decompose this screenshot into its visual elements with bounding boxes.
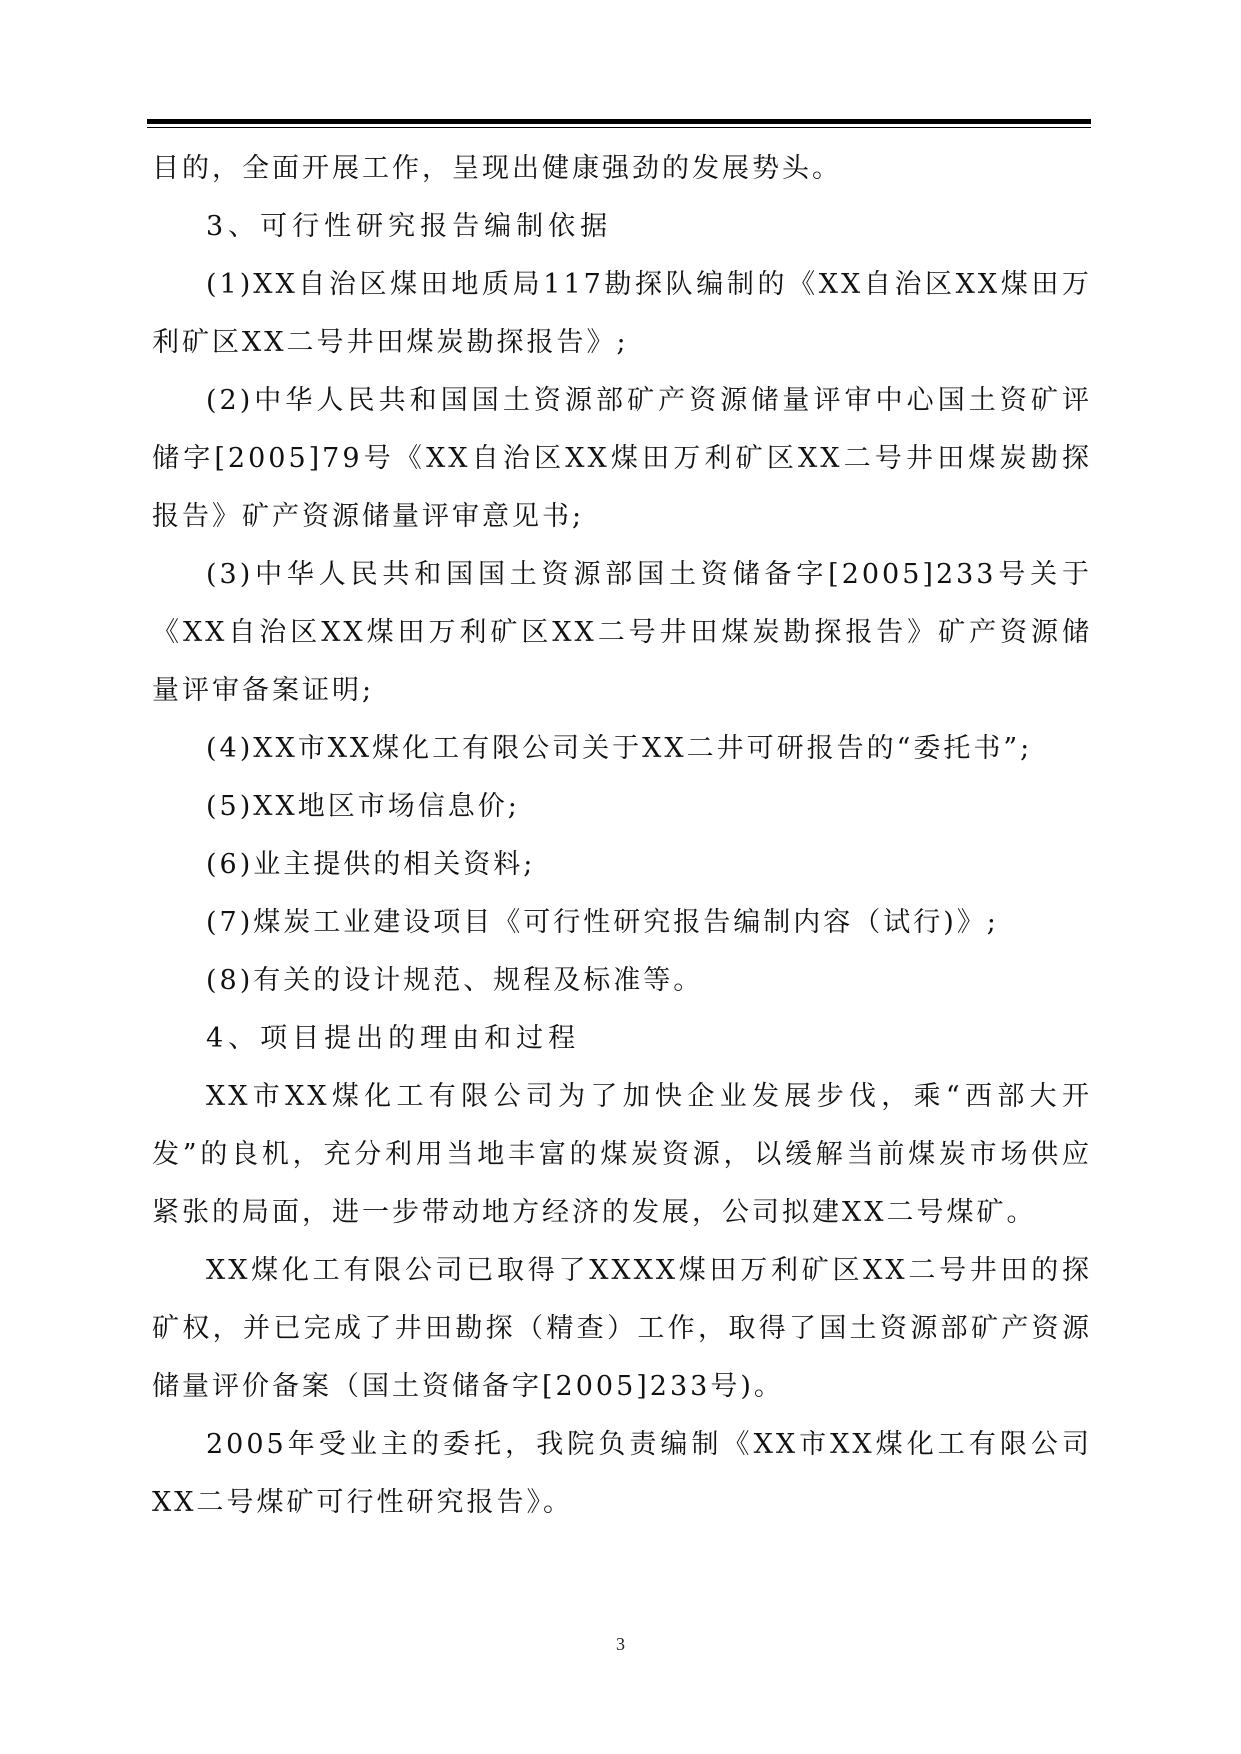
basis-item-2: (2)中华人民共和国国土资源部矿产资源储量评审中心国土资矿评储字[2005]79号《XX自治区XX煤田万利矿区XX二号井田煤炭勘探报告》矿产资源储量评审意见书; <box>152 385 1092 532</box>
header-rule-thick <box>147 119 1091 124</box>
basis-item-7: (7)煤炭工业建设项目《可行性研究报告编制内容（试行)》; <box>206 907 999 938</box>
basis-item-8: (8)有关的设计规范、规程及标准等。 <box>206 965 704 996</box>
header-rule-thin <box>147 127 1091 128</box>
section-heading-4: 4、项目提出的理由和过程 <box>206 1023 581 1054</box>
paragraph-reason-2: XX煤化工有限公司已取得了XXXX煤田万利矿区XX二号井田的探矿权，并已完成了井田勘探（精查）工作，取得了国土资源部矿产资源储量评价备案（国土资储备字[2005]233号)。 <box>152 1255 1092 1402</box>
basis-item-3: (3)中华人民共和国国土资源部国土资储备字[2005]233号关于《XX自治区XX煤田万利矿区XX二号井田煤炭勘探报告》矿产资源储量评审备案证明; <box>152 559 1092 706</box>
section-heading-3: 3、可行性研究报告编制依据 <box>206 211 613 242</box>
body-text <box>152 140 1092 1532</box>
paragraph-reason-1: XX市XX煤化工有限公司为了加快企业发展步伐，乘“西部大开发”的良机，充分利用当地丰富的煤炭资源，以缓解当前煤炭市场供应紧张的局面，进一步带动地方经济的发展，公司拟建XX二号煤矿。 <box>152 1081 1092 1228</box>
basis-item-6: (6)业主提供的相关资料; <box>206 849 536 880</box>
paragraph-continuation: 目的，全面开展工作，呈现出健康强劲的发展势头。 <box>152 153 842 184</box>
basis-item-1: (1)XX自治区煤田地质局117勘探队编制的《XX自治区XX煤田万利矿区XX二号井田煤炭勘探报告》; <box>152 269 1092 358</box>
basis-item-4: (4)XX市XX煤化工有限公司关于XX二井可研报告的“委托书”; <box>206 733 1033 764</box>
basis-item-5: (5)XX地区市场信息价; <box>206 791 520 822</box>
page-number: 3 <box>616 1634 625 1654</box>
paragraph-reason-3: 2005年受业主的委托，我院负责编制《XX市XX煤化工有限公司XX二号煤矿可行性研究报告》。 <box>152 1429 1092 1518</box>
